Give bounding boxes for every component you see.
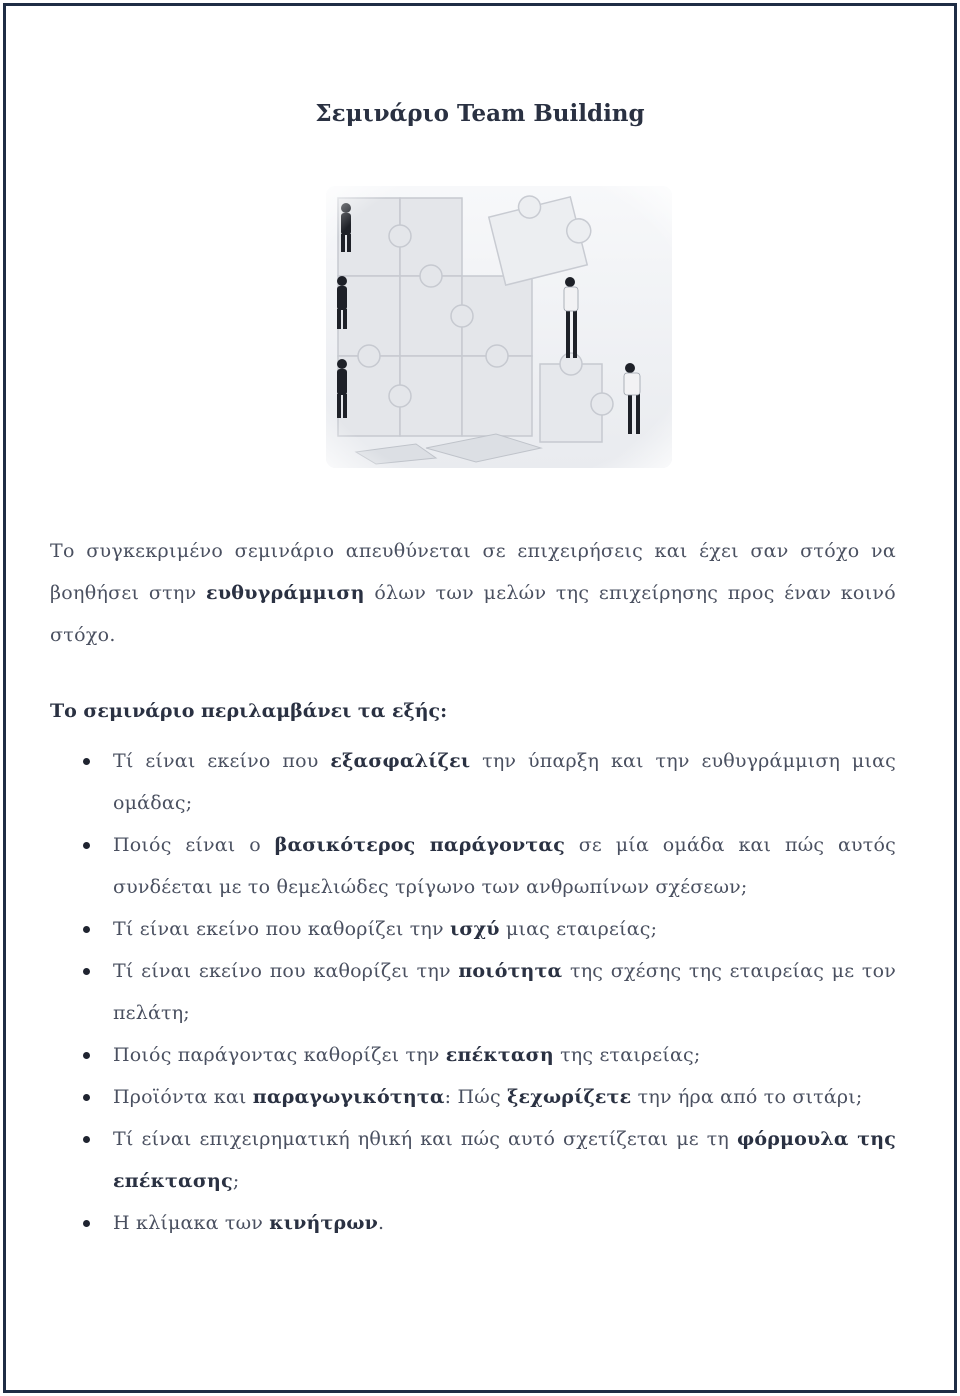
puzzle-team-image bbox=[326, 186, 672, 468]
list-item: Ποιός παράγοντας καθορίζει την επέκταση της εταιρείας; bbox=[50, 1034, 896, 1076]
puzzle-illustration bbox=[326, 186, 672, 468]
bullet-icon bbox=[83, 1052, 90, 1059]
bullet-icon bbox=[83, 926, 90, 933]
list-item: Τί είναι εκείνο που εξασφαλίζει την ύπαρξη και την ευθυγράμμιση μιας ομάδας; bbox=[50, 740, 896, 824]
list-item: Τί είναι εκείνο που καθορίζει την ποιότητα της σχέσης της εταιρείας με τον πελάτη; bbox=[50, 950, 896, 1034]
list-heading: Το σεμινάριο περιλαμβάνει τα εξής: bbox=[50, 700, 448, 722]
bullet-icon bbox=[83, 842, 90, 849]
document-title: Σεμινάριο Team Building bbox=[315, 100, 645, 127]
intro-bold-term: ευθυγράμμιση bbox=[205, 582, 365, 604]
bullet-icon bbox=[83, 758, 90, 765]
list-item: Τί είναι επιχειρηματική ηθική και πώς αυτό σχετίζεται με τη φόρμουλα της επέκτασης; bbox=[50, 1118, 896, 1202]
bullet-icon bbox=[83, 1094, 90, 1101]
list-item: Τί είναι εκείνο που καθορίζει την ισχύ μιας εταιρείας; bbox=[50, 908, 896, 950]
list-item: Προϊόντα και παραγωγικότητα: Πώς ξεχωρίζετε την ήρα από το σιτάρι; bbox=[50, 1076, 896, 1118]
intro-paragraph: Το συγκεκριμένο σεμινάριο απευθύνεται σε επιχειρήσεις και έχει σαν στόχο να βοηθήσει στην ευθυγράμμιση όλων των μελών της επιχείρησης προς έναν κοινό στόχο. bbox=[50, 540, 896, 646]
list-item: Ποιός είναι ο βασικότερος παράγοντας σε μία ομάδα και πώς αυτός συνδέεται με το θεμελιώδες τρίγωνο των ανθρωπίνων σχέσεων; bbox=[50, 824, 896, 908]
bullet-icon bbox=[83, 968, 90, 975]
bullet-icon bbox=[83, 1136, 90, 1143]
bullet-icon bbox=[83, 1220, 90, 1227]
list-item: Η κλίμακα των κινήτρων. bbox=[50, 1202, 896, 1244]
topic-list bbox=[50, 740, 896, 1244]
